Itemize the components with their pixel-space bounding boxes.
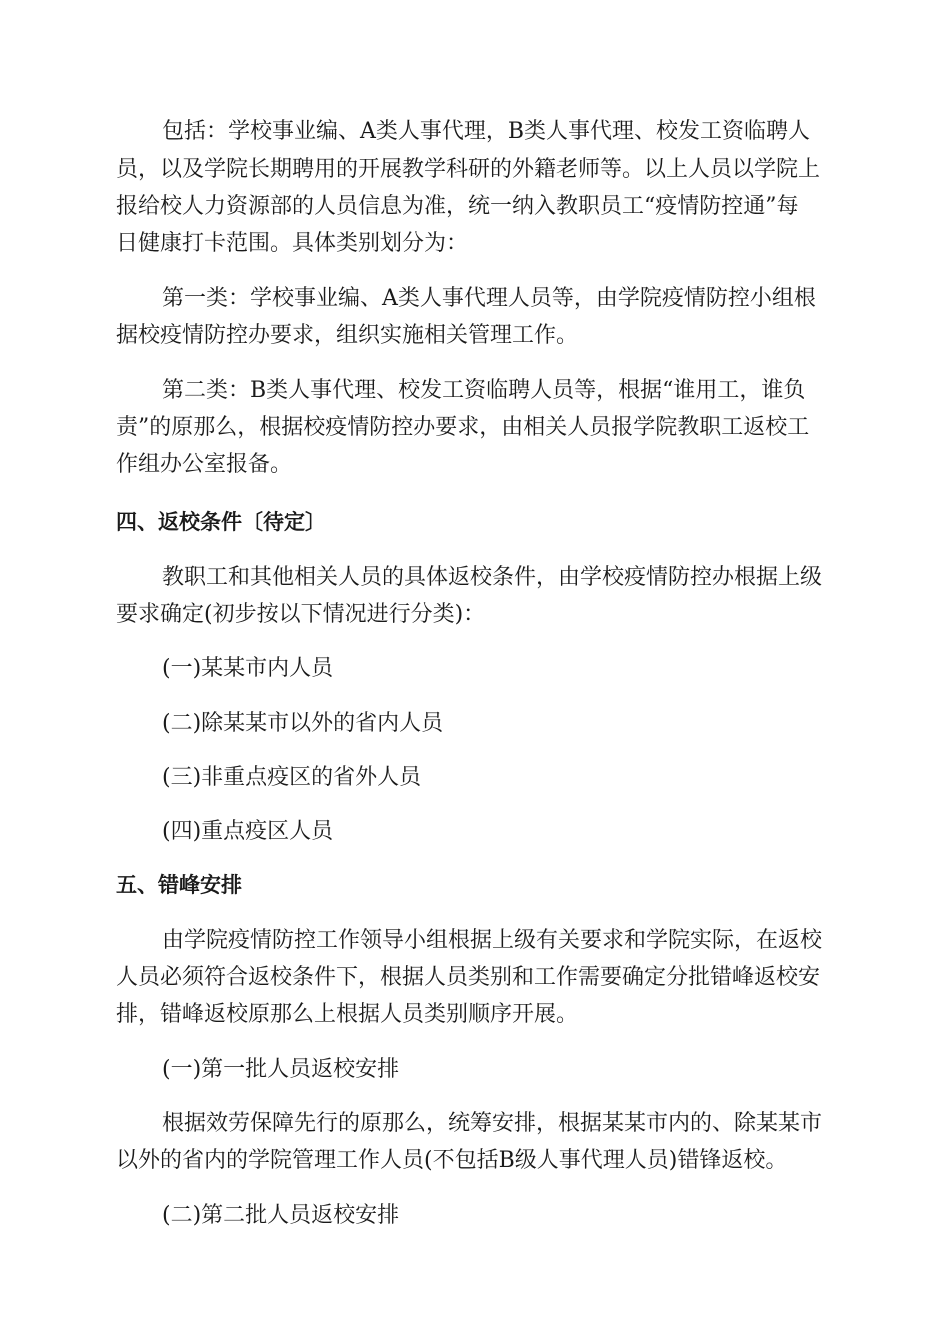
category-one-line-1: 第一类：学校事业编、A类人事代理人员等，由学院疫情防控小组根	[162, 286, 816, 311]
category-one-line-2: 据校疫情防控办要求，组织实施相关管理工作。	[116, 323, 579, 348]
section-five-paragraph-line-1: 由学院疫情防控工作领导小组根据上级有关要求和学院实际，在返校	[162, 928, 823, 953]
section-four-item-1: (一)某某市内人员	[162, 656, 334, 681]
batch-two-title: (二)第二批人员返校安排	[162, 1203, 400, 1228]
intro-line-3: 报给校人力资源部的人员信息为准，统一纳入教职员工“疫情防控通”每	[116, 194, 799, 219]
section-four-item-3: (三)非重点疫区的省外人员	[162, 765, 422, 790]
section-four-heading: 四、返校条件〔待定〕	[116, 510, 326, 534]
section-five-paragraph-line-2: 人员必须符合返校条件下，根据人员类别和工作需要确定分批错峰返校安	[116, 965, 821, 990]
batch-one-line-1: 根据效劳保障先行的原那么，统筹安排，根据某某市内的、除某某市	[162, 1111, 823, 1136]
section-four-paragraph-line-2: 要求确定(初步按以下情况进行分类)：	[116, 602, 486, 627]
section-five-paragraph-line-3: 排，错峰返校原那么上根据人员类别顺序开展。	[116, 1002, 579, 1027]
section-four-item-2: (二)除某某市以外的省内人员	[162, 711, 444, 736]
intro-line-1: 包括：学校事业编、A类人事代理，B类人事代理、校发工资临聘人	[162, 119, 811, 144]
section-four-item-4: (四)重点疫区人员	[162, 819, 334, 844]
section-five-heading: 五、错峰安排	[116, 873, 242, 897]
section-four-paragraph-line-1: 教职工和其他相关人员的具体返校条件，由学校疫情防控办根据上级	[162, 565, 823, 590]
batch-one-title: (一)第一批人员返校安排	[162, 1057, 400, 1082]
category-two-line-1: 第二类：B类人事代理、校发工资临聘人员等，根据“谁用工，谁负	[162, 378, 806, 403]
category-two-line-3: 作组办公室报备。	[116, 452, 293, 477]
category-two-line-2: 责”的原那么，根据校疫情防控办要求，由相关人员报学院教职工返校工	[116, 415, 810, 440]
intro-line-4: 日健康打卡范围。具体类别划分为：	[116, 231, 469, 256]
batch-one-line-2: 以外的省内的学院管理工作人员(不包括B级人事代理人员)错锋返校。	[116, 1148, 788, 1173]
intro-line-2: 员，以及学院长期聘用的开展教学科研的外籍老师等。以上人员以学院上	[116, 157, 821, 182]
